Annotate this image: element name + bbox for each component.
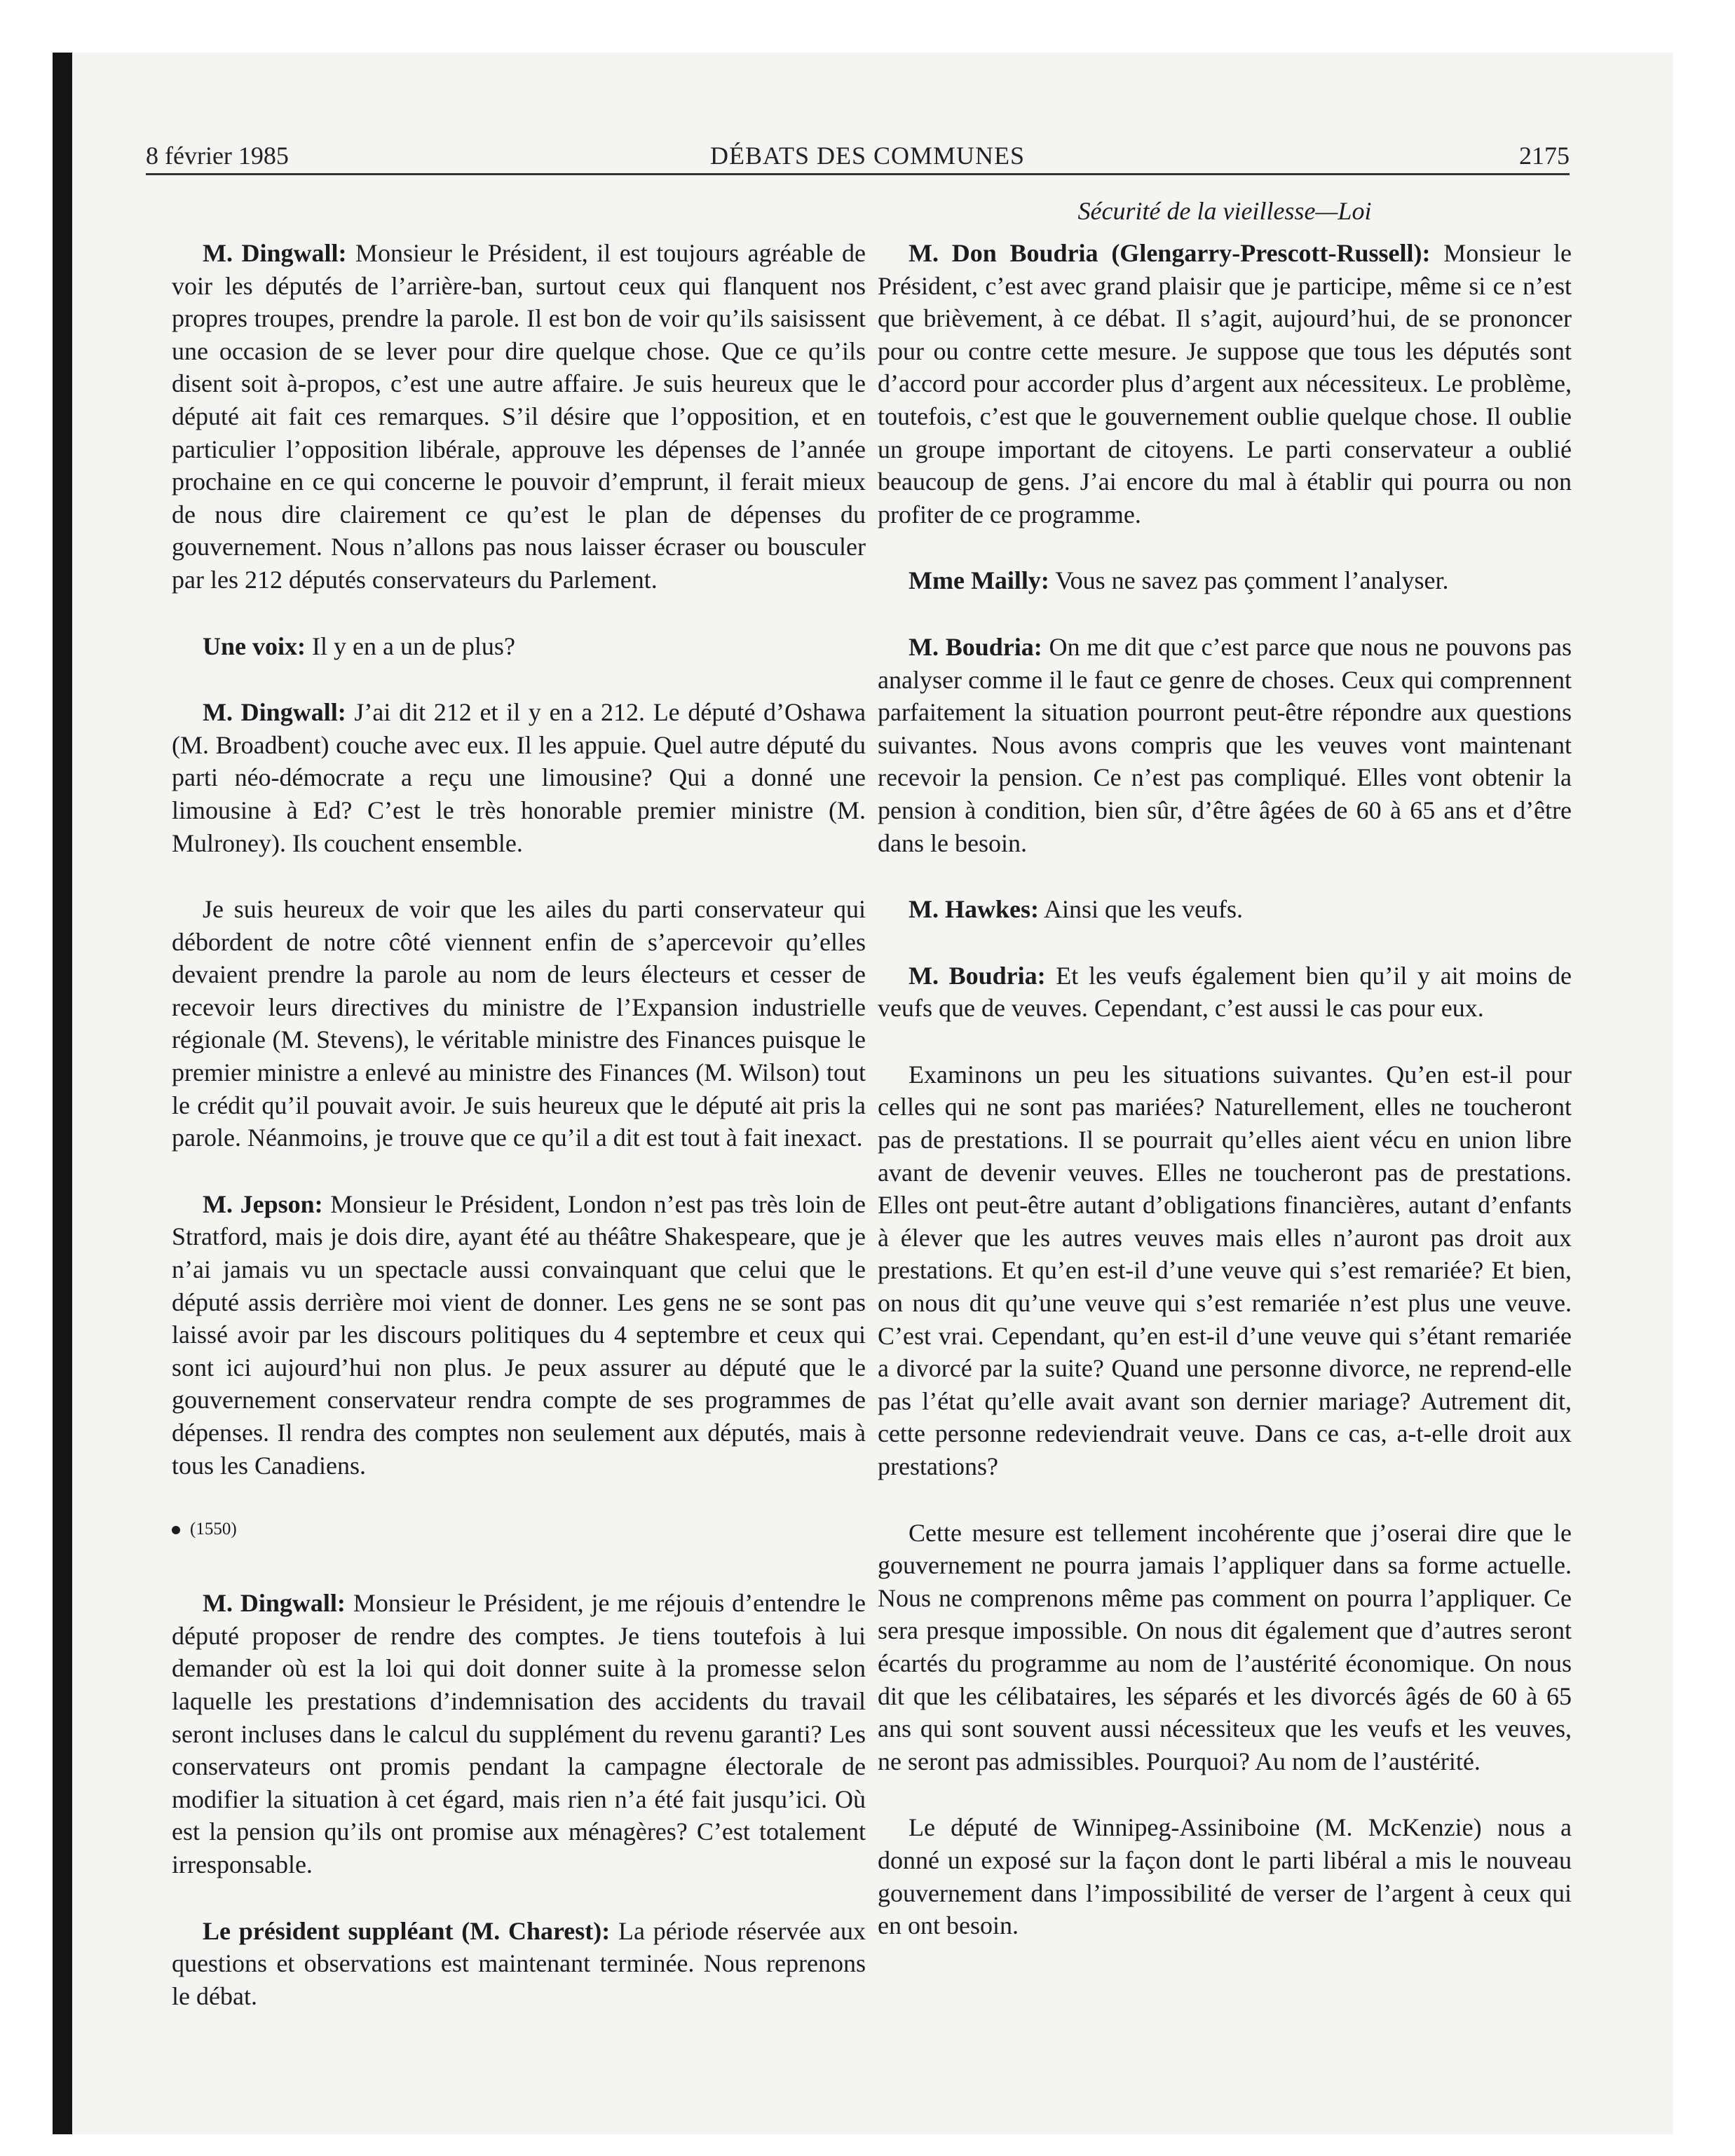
paragraph bbox=[172, 1188, 866, 1482]
paragraph bbox=[172, 893, 866, 1154]
section-subheading: Sécurité de la vieillesse—Loi bbox=[1077, 197, 1372, 225]
paragraph bbox=[172, 630, 866, 663]
speaker-name: M. Jepson: bbox=[203, 1189, 323, 1218]
paragraph bbox=[172, 1915, 866, 2013]
left-column bbox=[172, 237, 866, 2046]
paragraph-text: Ainsi que les veufs. bbox=[1038, 895, 1243, 924]
header-rule bbox=[146, 173, 1570, 175]
paragraph-text: Monsieur le Président, c’est avec grand plaisir que je participe, même si ce n’est que brièvement, à ce débat. Il s’agit, aujourd’hui, de se prononcer pour ou contre cette mesure. Je suppose que tous les députés sont d’accord pour accorder plus d’argent aux nécessiteux. Le problème, toutefois, c’est que le gouvernement oublie quelque chose. Il oublie un groupe important de citoyens. Le parti conservateur a oublié beaucoup de gens. J’ai encore du mal à établir qui pourra ou non profiter de ce programme. bbox=[878, 239, 1572, 528]
speaker-name: M. Hawkes: bbox=[909, 895, 1039, 924]
speaker-name: M. Dingwall: bbox=[203, 239, 347, 267]
paragraph-text: Le député de Winnipeg-Assiniboine (M. McKenzie) nous a donné un exposé sur la façon dont le parti libéral a mis le nouveau gouvernement dans l’impossibilité de verser de l’argent à ceux qui en ont besoin. bbox=[878, 1813, 1572, 1940]
paragraph-text: Cette mesure est tellement incohérente que j’oserai dire que le gouvernement ne pourra jamais l’appliquer dans sa forme actuelle. Nous ne comprenons même pas comment on pourra l’appliquer. Ce sera presque impossible. On nous dit également que d’autres seront écartés du programme au nom de l’austérité économique. On nous dit que les célibataires, les séparés et les divorcés âgés de 60 à 65 ans qui sont souvent aussi nécessiteux que les veufs et les veuves, ne seront pas admissibles. Pourquoi? Au nom de l’austérité. bbox=[878, 1518, 1572, 1775]
paragraph-text: On me dit que c’est parce que nous ne pouvons pas analyser comme il le faut ce genre de choses. Ceux qui comprennent parfaitement la situation pourront peut-être répondre aux questions suivantes. Nous avons compris que les veuves vont maintenant recevoir la pension. Ce n’est pas compliqué. Elles vont obtenir la pension à condition, bien sûr, d’être âgées de 60 à 65 ans et d’être dans le besoin. bbox=[878, 632, 1572, 857]
paragraph-text: Vous ne savez pas çomment l’analyser. bbox=[1049, 566, 1449, 595]
paragraph bbox=[878, 1811, 1572, 1942]
binding-edge bbox=[53, 53, 72, 2134]
speaker-name: M. Don Boudria (Glengarry-Prescott-Russell): bbox=[909, 239, 1431, 267]
speaker-name: M. Dingwall: bbox=[203, 698, 346, 727]
paragraph-text: Je suis heureux de voir que les ailes du parti conservateur qui débordent de notre côté viennent enfin de s’apercevoir qu’elles devaient prendre la parole au nom de leurs électeurs et cesser de recevoir leurs directives du ministre de l’Expansion industrielle régionale (M. Stevens), le véritable ministre des Finances puisque le premier ministre a enlevé au ministre des Finances (M. Wilson) tout le crédit qu’il pouvait avoir. Je suis heureux que le député ait pris la parole. Néanmoins, je trouve que ce qu’il a dit est tout à fait inexact. bbox=[172, 895, 866, 1152]
paragraph bbox=[878, 1517, 1572, 1778]
speaker-name: Mme Mailly: bbox=[909, 566, 1049, 595]
bullet-icon bbox=[172, 1526, 180, 1534]
paragraph-text: Examinons un peu les situations suivantes. Qu’en est-il pour celles qui ne sont pas mariées? Naturellement, elles ne toucheront pas de prestations. Il se pourrait qu’elles aient vécu en union libre avant de devenir veuves. Elles ne toucheront pas de prestations. Elles ont peut-être autant d’obligations financières, autant d’enfants à élever que les autres veuves mais elles n’auront pas droit aux prestations. Et qu’en est-il d’une veuve qui s’est remariée? Et bien, on nous dit qu’une veuve qui s’est remariée n’est plus une veuve. C’est vrai. Cependant, qu’en est-il d’une veuve qui s’étant remariée a divorcé par la suite? Quand une personne divorce, ne reprend-elle pas l’état qu’elle avait avant son dernier mariage? Autrement dit, cette personne redeviendrait veuve. Dans ce cas, a-t-elle droit aux prestations? bbox=[878, 1060, 1572, 1480]
page-number: 2175 bbox=[1519, 142, 1570, 170]
paragraph bbox=[172, 1587, 866, 1881]
paragraph bbox=[878, 1058, 1572, 1483]
speaker-name: Le président suppléant (M. Charest): bbox=[203, 1916, 611, 1945]
paragraph bbox=[172, 237, 866, 596]
speaker-name: M. Dingwall: bbox=[203, 1589, 346, 1618]
paragraph bbox=[878, 564, 1572, 597]
page-title: DÉBATS DES COMMUNES bbox=[709, 142, 1026, 170]
speaker-name: M. Boudria: bbox=[909, 632, 1042, 661]
paragraph-text: La période réservée aux questions et observations est maintenant terminée. Nous reprenons le débat. bbox=[172, 1916, 866, 2010]
paragraph bbox=[172, 696, 866, 859]
paragraph-text: Monsieur le Président, je me réjouis d’entendre le député proposer de rendre des comptes. Je tiens toutefois à lui demander où est la loi qui doit donner suite à la promesse selon laquelle les prestations d’indemnisation des accidents du travail seront incluses dans le calcul du supplément du revenu garanti? Les conservateurs ont promis pendant la campagne électorale de modifier la situation à cet égard, mais rien n’a été fait jusqu’ici. Où est la pension qu’ils ont promise aux ménagères? C’est totalement irresponsable. bbox=[172, 1589, 866, 1878]
paragraph-text: Monsieur le Président, il est toujours agréable de voir les députés de l’arrière-ban, surtout ceux qui flanquent nos propres troupes, prendre la parole. Il est bon de voir qu’ils saisissent une occasion de se lever pour dire quelque chose. Que ce qu’ils disent soit à-propos, c’est une autre affaire. Je suis heureux que le député ait fait ces remarques. S’il désire que l’opposition, et en particulier l’opposition libérale, approuve les dépenses de l’année prochaine en ce qui concerne le pouvoir d’emprunt, il ferait mieux de nous dire clairement ce qu’est le plan de dépenses du gouvernement. Nous n’allons pas nous laisser écraser ou bousculer par les 212 députés conservateurs du Parlement. bbox=[172, 239, 866, 594]
speaker-name: M. Boudria: bbox=[909, 961, 1046, 990]
speaker-name: Une voix: bbox=[203, 632, 306, 660]
time-marker bbox=[172, 1515, 866, 1543]
time-marker-text: (1550) bbox=[190, 1520, 237, 1539]
paragraph-text: Et les veufs également bien qu’il y ait moins de veufs que de veuves. Cependant, c’est aussi le cas pour eux. bbox=[878, 961, 1572, 1023]
paragraph bbox=[878, 631, 1572, 859]
right-column bbox=[878, 237, 1572, 1976]
paragraph-text: J’ai dit 212 et il y en a 212. Le député d’Oshawa (M. Broadbent) couche avec eux. Il les appuie. Quel autre député du parti néo-démocrate a reçu une limousine? Qui a donné une limousine à Ed? C’est le très honorable premier ministre (M. Mulroney). Ils couchent ensemble. bbox=[172, 698, 866, 857]
paragraph bbox=[878, 893, 1572, 926]
paragraph bbox=[878, 960, 1572, 1025]
page-date: 8 février 1985 bbox=[146, 142, 289, 170]
paragraph-text: Il y en a un de plus? bbox=[306, 632, 515, 660]
paragraph bbox=[878, 237, 1572, 531]
paragraph-text: Monsieur le Président, London n’est pas très loin de Stratford, mais je dois dire, ayant été au théâtre Shakespeare, que je n’ai jamais vu un spectacle aussi convainquant que celui que le député assis derrière moi vient de donner. Les gens ne se sont pas laissé avoir par les discours politiques du 4 septembre et ceux qui sont ici aujourd’hui non plus. Je peux assurer au député que le gouvernement conservateur rendra compte de ses programmes de dépenses. Il rendra des comptes non seulement aux députés, mais à tous les Canadiens. bbox=[172, 1189, 866, 1480]
